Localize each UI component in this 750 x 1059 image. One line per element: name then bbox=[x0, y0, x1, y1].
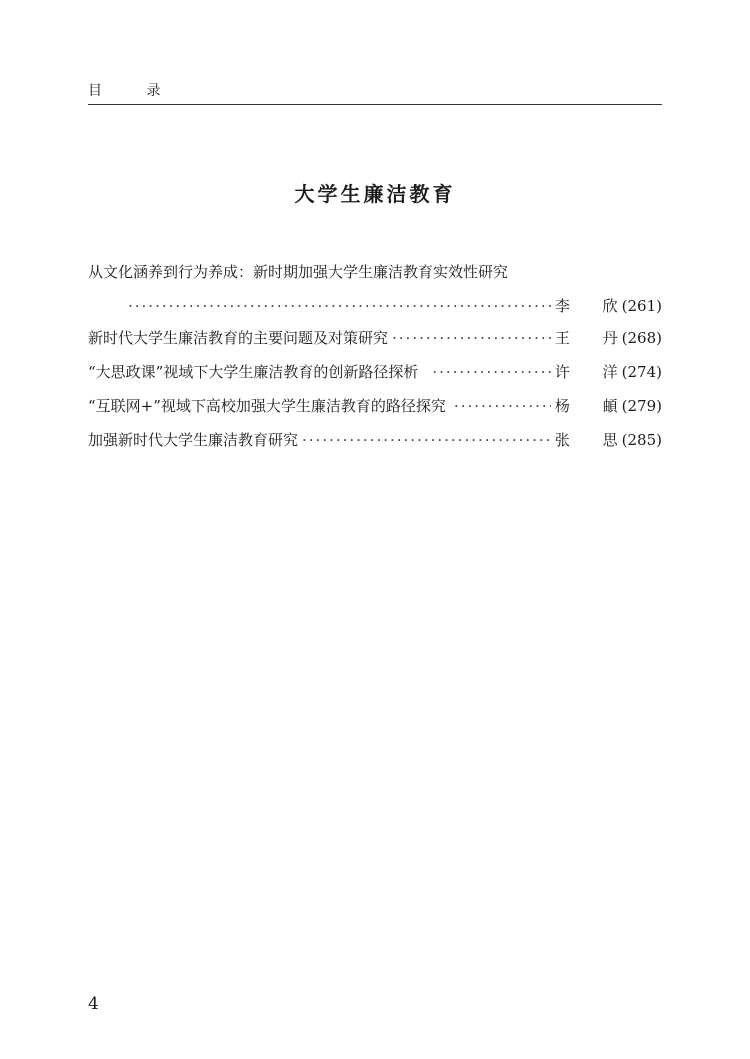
toc-entry-author: 张 思 bbox=[554, 431, 632, 449]
dot-leader bbox=[454, 396, 551, 416]
header-rule bbox=[88, 104, 662, 105]
dot-leader bbox=[392, 328, 551, 348]
running-head: 目 录 bbox=[88, 83, 181, 99]
toc-entry-title[interactable]: 加强新时代大学生廉洁教育研究 bbox=[88, 431, 299, 449]
toc-entry[interactable] bbox=[88, 262, 662, 316]
toc-entry-page[interactable]: (285) bbox=[621, 431, 662, 449]
toc-entry-page[interactable]: (261) bbox=[621, 297, 662, 315]
page-number: 4 bbox=[88, 994, 99, 1014]
toc-entry[interactable] bbox=[88, 328, 662, 348]
toc-entry[interactable] bbox=[88, 396, 662, 416]
toc-entry-page[interactable]: (274) bbox=[621, 363, 662, 381]
toc-entry-author: 许 洋 bbox=[554, 363, 632, 381]
toc-entry[interactable] bbox=[88, 430, 662, 450]
toc-entry-author: 李 欣 bbox=[554, 297, 632, 315]
dot-leader bbox=[432, 362, 551, 382]
dot-leader bbox=[128, 296, 551, 316]
toc-entry-author: 王 丹 bbox=[554, 329, 632, 347]
toc-list bbox=[88, 262, 662, 450]
dot-leader bbox=[302, 430, 551, 450]
toc-entry-title[interactable]: 新时代大学生廉洁教育的主要问题及对策研究 bbox=[88, 329, 389, 347]
section-title: 大学生廉洁教育 bbox=[294, 182, 456, 206]
toc-entry-page[interactable]: (279) bbox=[621, 397, 662, 415]
toc-entry[interactable] bbox=[88, 362, 662, 382]
toc-entry-title[interactable]: “互联网+”视域下高校加强大学生廉洁教育的路径探究 bbox=[88, 397, 446, 415]
toc-entry-page[interactable]: (268) bbox=[621, 329, 662, 347]
toc-entry-title[interactable]: 从文化涵养到行为养成：新时期加强大学生廉洁教育实效性研究 bbox=[88, 263, 509, 281]
toc-entry-title[interactable]: “大思政课”视域下大学生廉洁教育的创新路径探析 bbox=[88, 363, 419, 381]
toc-entry-author: 杨 頔 bbox=[554, 397, 632, 415]
